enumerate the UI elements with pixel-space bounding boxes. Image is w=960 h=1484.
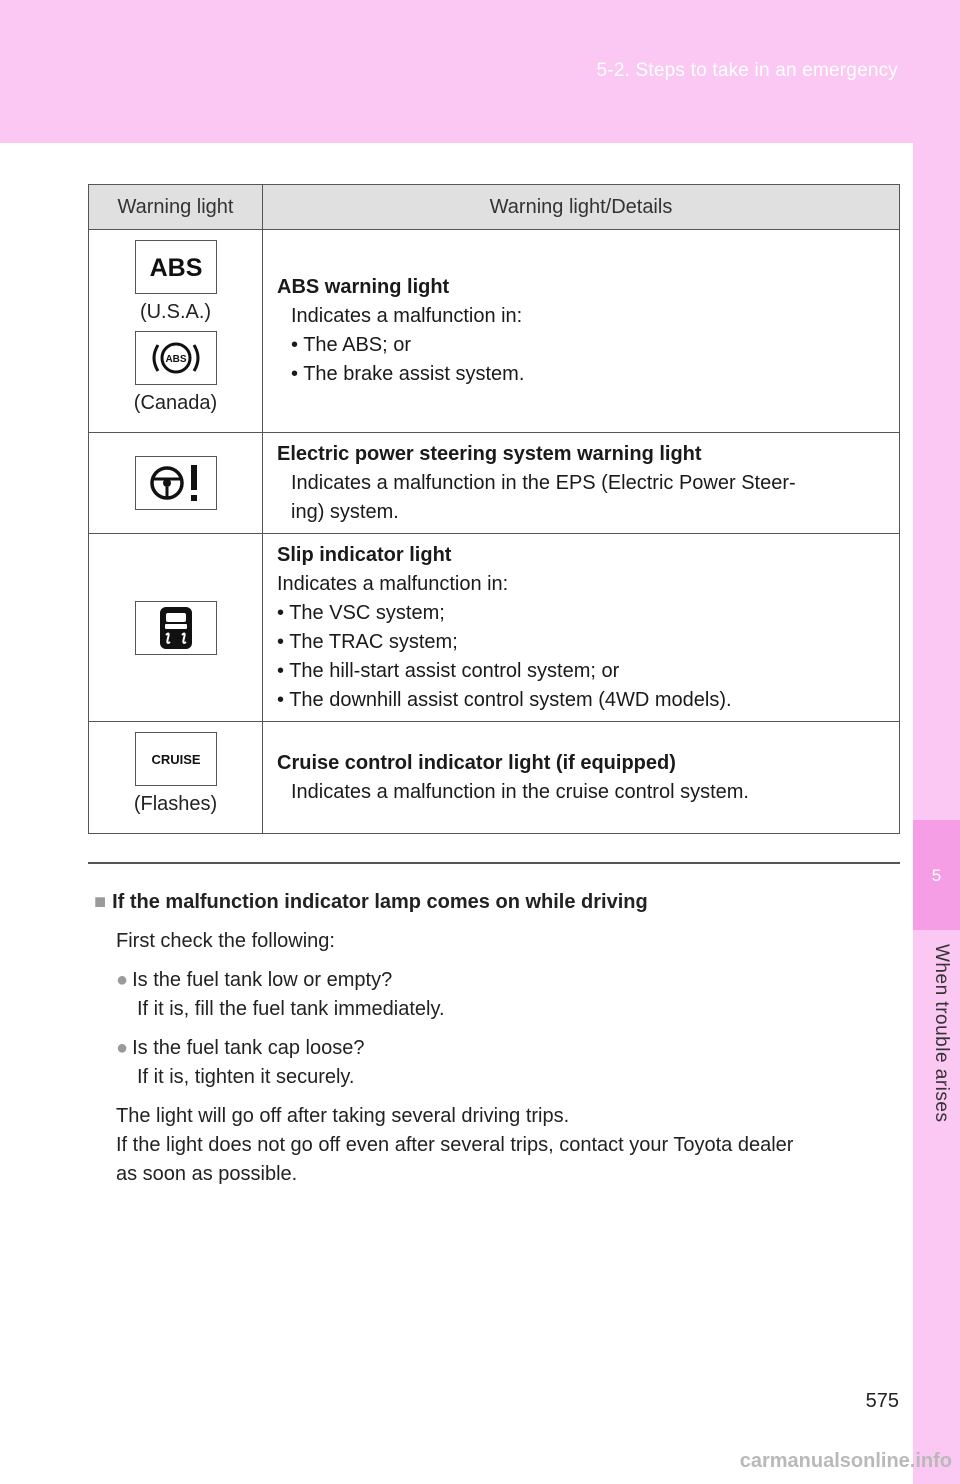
closing-line: as soon as possible. <box>116 1163 298 1185</box>
table-header-row <box>89 185 900 230</box>
list-item-answer: If it is, fill the fuel tank immediately. <box>137 998 445 1020</box>
closing-text <box>94 1102 904 1189</box>
icon-cell <box>89 230 263 433</box>
row-title: Cruise control indicator light (if equipped) <box>277 751 676 774</box>
row-line: Indicates a malfunction in: <box>277 572 509 595</box>
row-title: Slip indicator light <box>277 543 452 566</box>
warning-light-table <box>88 184 900 834</box>
row-title: ABS warning light <box>277 276 450 298</box>
abs-warning-icon <box>135 240 217 294</box>
abs-icon-text: ABS <box>149 254 202 282</box>
row-line: • The TRAC system; <box>277 630 458 653</box>
closing-line: If the light does not go off even after several trips, contact your Toyota dealer <box>116 1134 794 1156</box>
table-row <box>89 433 900 534</box>
list-item-answer: If it is, tighten it securely. <box>137 1066 355 1088</box>
row-line: Indicates a malfunction in: <box>291 305 523 327</box>
slip-indicator-icon <box>135 601 217 655</box>
row-line: • The downhill assist control system (4WD models). <box>277 688 732 711</box>
cruise-icon-text: CRUISE <box>150 752 201 767</box>
abs-canada-icon-text: ABS <box>164 354 187 365</box>
round-bullet-icon: ● <box>116 1037 129 1059</box>
row-line: Indicates a malfunction in the EPS (Electric Power Steer- <box>291 471 796 494</box>
table-row <box>89 230 900 433</box>
cruise-indicator-icon <box>135 732 217 786</box>
chapter-label: When trouble arises <box>931 944 952 1123</box>
row-line: Indicates a malfunction in the cruise control system. <box>291 780 749 803</box>
details-cell <box>263 534 900 722</box>
section-divider <box>88 862 900 864</box>
round-bullet-icon: ● <box>116 969 129 991</box>
chapter-number: 5 <box>931 866 942 885</box>
row-title: Electric power steering system warning light <box>277 442 702 465</box>
icon-caption-usa: (U.S.A.) <box>139 301 212 323</box>
intro-text: First check the following: <box>116 930 335 952</box>
list-item-question: Is the fuel tank low or empty? <box>132 969 393 991</box>
row-line: • The hill-start assist control system; or <box>277 659 620 682</box>
list-item-question: Is the fuel tank cap loose? <box>132 1037 365 1059</box>
closing-line: The light will go off after taking several driving trips. <box>116 1105 570 1127</box>
details-cell <box>263 433 900 534</box>
row-line: • The VSC system; <box>277 601 445 624</box>
icon-cell <box>89 722 263 834</box>
section-title: 5-2. Steps to take in an emergency <box>596 60 898 81</box>
section-heading-text: If the malfunction indicator lamp comes on while driving <box>112 891 648 913</box>
row-line: ing) system. <box>291 500 399 523</box>
table-header-details: Warning light/Details <box>263 185 900 230</box>
icon-caption-canada: (Canada) <box>133 392 218 414</box>
list-item <box>94 966 904 1024</box>
malfunction-section <box>94 888 904 1189</box>
watermark: carmanualsonline.info <box>739 1450 952 1472</box>
list-item <box>94 1034 904 1092</box>
row-line: • The ABS; or <box>291 334 412 356</box>
section-heading <box>94 888 904 917</box>
abs-canada-icon <box>135 331 217 385</box>
table-row <box>89 534 900 722</box>
icon-caption-flashes: (Flashes) <box>133 793 218 815</box>
table-row <box>89 722 900 834</box>
details-cell <box>263 722 900 834</box>
details-cell <box>263 230 900 433</box>
page-number: 575 <box>865 1390 899 1412</box>
icon-cell <box>89 534 263 722</box>
row-line: • The brake assist system. <box>291 363 525 385</box>
table-header-warning-light: Warning light <box>89 185 263 230</box>
icon-cell <box>89 433 263 534</box>
eps-warning-icon <box>135 456 217 510</box>
side-tab <box>913 143 960 1484</box>
square-bullet-icon: ■ <box>94 891 107 913</box>
